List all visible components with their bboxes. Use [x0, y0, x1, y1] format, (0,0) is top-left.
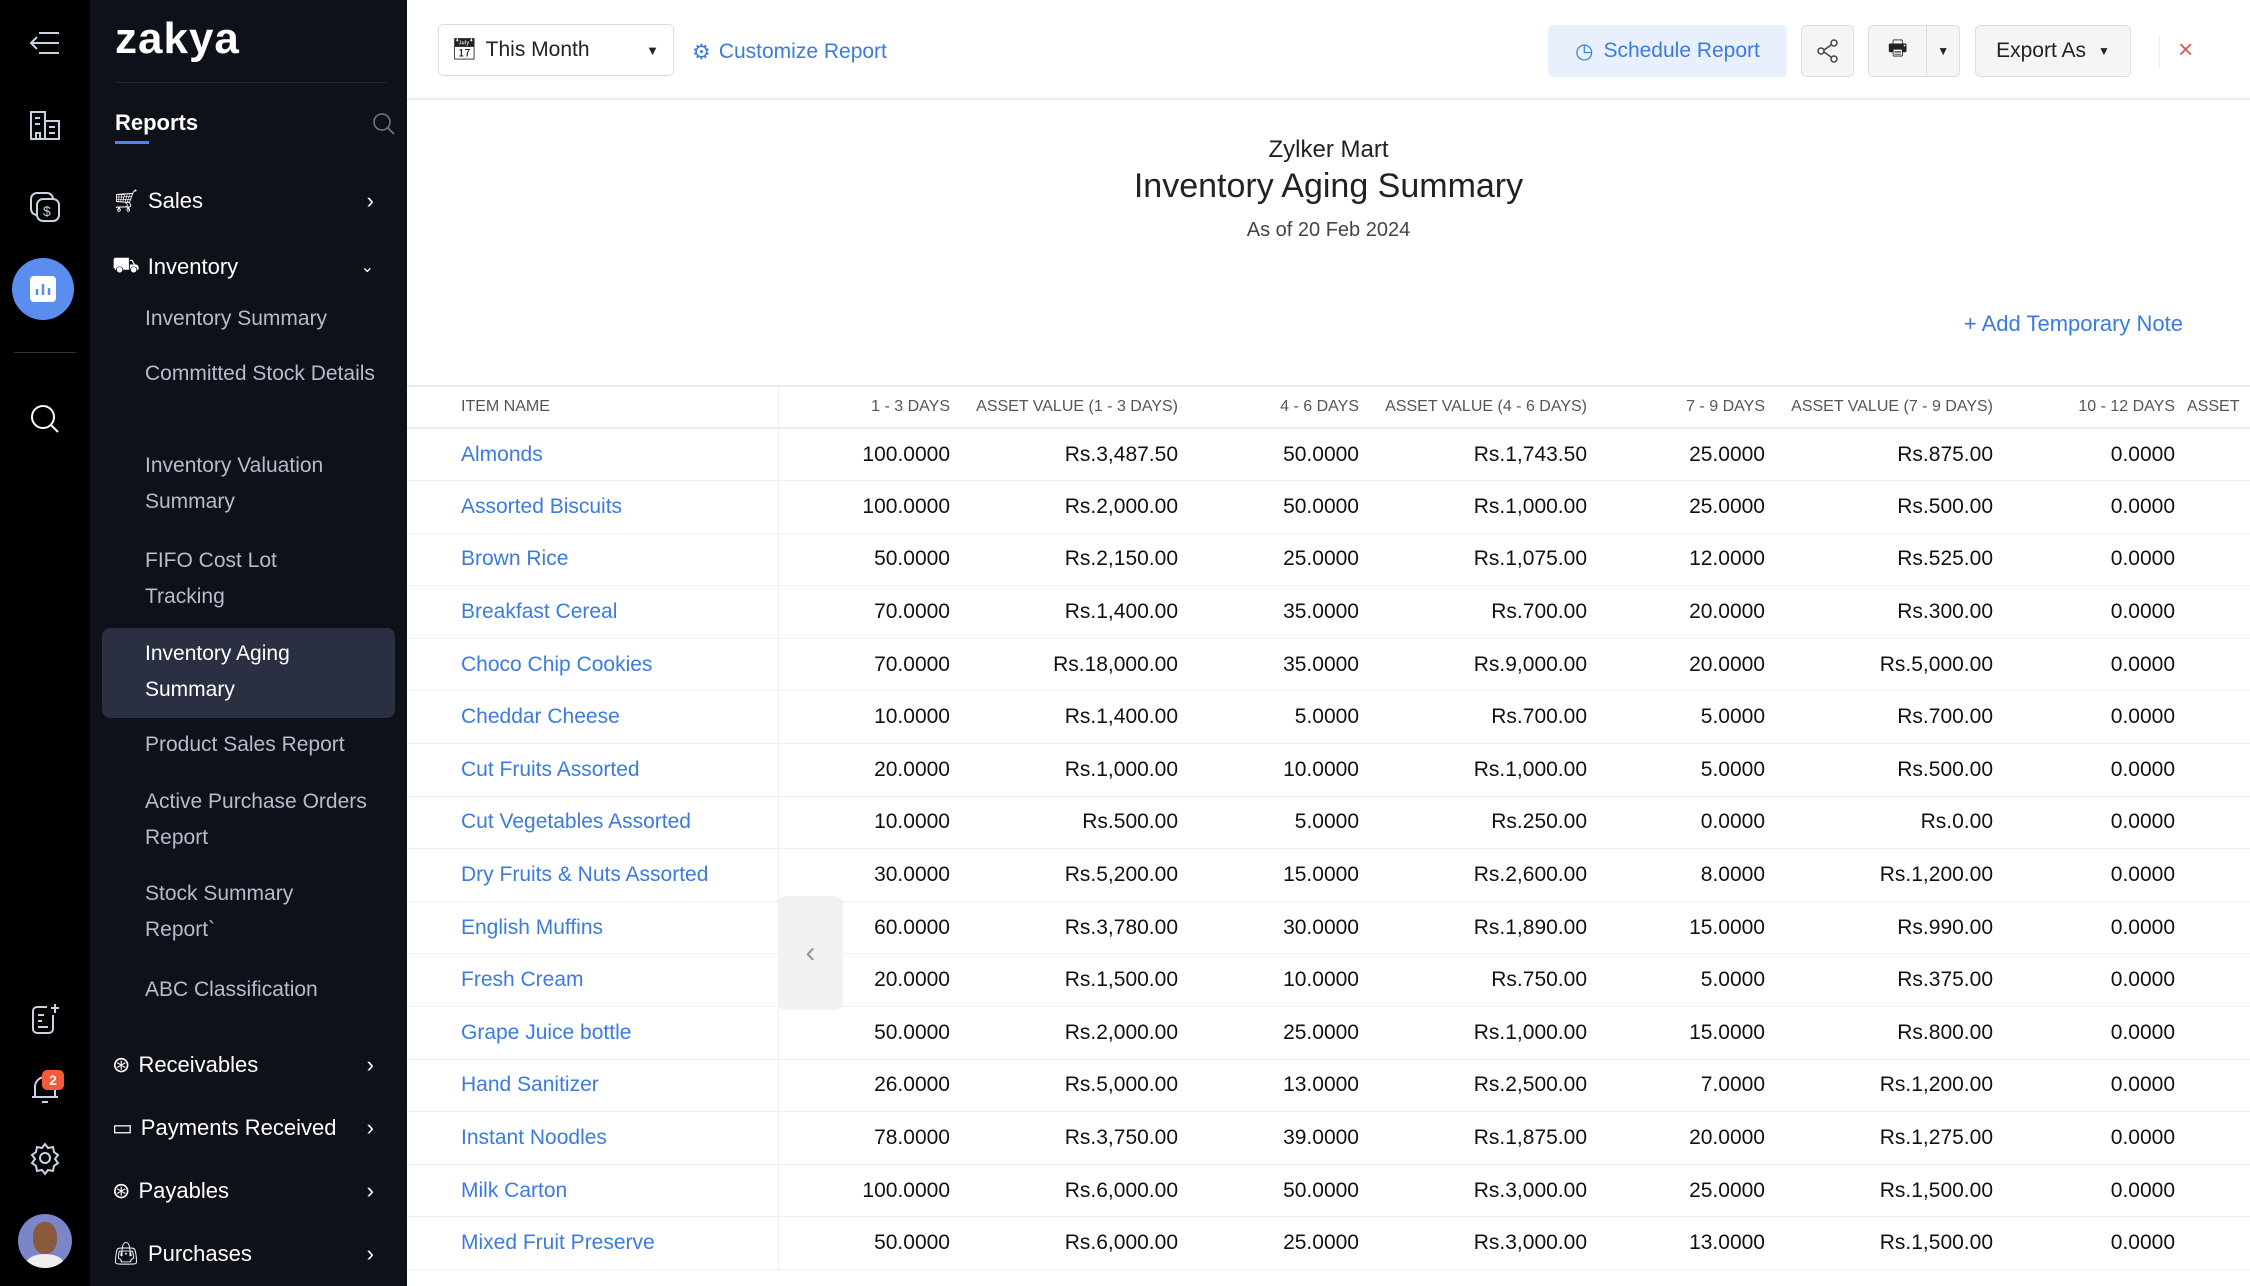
reports-icon[interactable]: [12, 258, 74, 320]
cell: Rs.1,890.00: [1359, 901, 1587, 954]
cell: [2175, 1164, 2250, 1217]
export-as-button[interactable]: [1975, 25, 2131, 77]
caret-down-icon: ▼: [2098, 44, 2110, 58]
printer-icon: 🖶: [1887, 36, 1908, 60]
chevron-right-icon: ›: [366, 1241, 374, 1266]
cell: Rs.3,000.00: [1359, 1164, 1587, 1217]
cell: 5.0000: [1587, 691, 1765, 744]
cell: 0.0000: [1993, 901, 2175, 954]
cell: Rs.500.00: [1765, 481, 1993, 534]
cell: 5.0000: [1178, 691, 1359, 744]
cell: Rs.525.00: [1765, 533, 1993, 586]
chevron-down-icon: ⌄: [360, 258, 374, 276]
cell: [2175, 1059, 2250, 1112]
report-date: As of 20 Feb 2024: [1246, 219, 1411, 241]
group-label: Sales: [147, 188, 203, 213]
item-name-link[interactable]: Milk Carton: [407, 1164, 778, 1217]
cell: 50.0000: [778, 1217, 950, 1270]
cell: 0.0000: [1587, 796, 1765, 849]
cell: [2175, 428, 2250, 481]
table-row: [407, 481, 2250, 534]
cell: Rs.700.00: [1359, 691, 1587, 744]
cell: Rs.1,000.00: [950, 744, 1178, 797]
cell: 25.0000: [1178, 1007, 1359, 1060]
cell: 0.0000: [1993, 744, 2175, 797]
cell: Rs.1,000.00: [1359, 481, 1587, 534]
payables-icon: ⊛: [112, 1178, 131, 1203]
item-name-link[interactable]: English Muffins: [407, 901, 778, 954]
gear-icon: ⚙: [692, 41, 711, 64]
cell: Rs.1,400.00: [950, 586, 1178, 639]
cell: Rs.1,875.00: [1359, 1112, 1587, 1165]
sidebar-group-inventory[interactable]: [112, 252, 402, 281]
cell: 20.0000: [778, 954, 950, 1007]
cell: 78.0000: [778, 1112, 950, 1165]
svg-text:$: $: [43, 203, 51, 219]
cell: [2175, 744, 2250, 797]
cell: [2175, 1112, 2250, 1165]
cell: 0.0000: [1993, 586, 2175, 639]
cell: 30.0000: [1178, 901, 1359, 954]
column-header: ASSET VALUE (4 - 6 DAYS): [1359, 386, 1587, 428]
close-icon[interactable]: ×: [2178, 34, 2194, 64]
cell: Rs.1,400.00: [950, 691, 1178, 744]
table-row: [407, 796, 2250, 849]
cell: 100.0000: [778, 481, 950, 534]
cell: [2175, 849, 2250, 902]
cell: 70.0000: [778, 638, 950, 691]
cell: Rs.875.00: [1765, 428, 1993, 481]
cell: 5.0000: [1587, 954, 1765, 1007]
cell: 20.0000: [1587, 586, 1765, 639]
table-row: [407, 638, 2250, 691]
cell: Rs.0.00: [1765, 796, 1993, 849]
group-label: Receivables: [138, 1052, 259, 1077]
cell: Rs.3,487.50: [950, 428, 1178, 481]
item-name-link[interactable]: Cut Fruits Assorted: [407, 744, 778, 797]
collapse-menu-icon[interactable]: [23, 21, 67, 65]
cell: 10.0000: [778, 691, 950, 744]
cell: 13.0000: [1178, 1059, 1359, 1112]
cell: 60.0000: [778, 901, 950, 954]
cell: Rs.1,500.00: [1765, 1217, 1993, 1270]
cell: 15.0000: [1587, 901, 1765, 954]
date-filter-dropdown[interactable]: [438, 24, 674, 76]
sidebar-item-committed-stock[interactable]: Committed Stock Details: [145, 362, 375, 385]
schedule-report-button[interactable]: [1548, 25, 1787, 77]
cell: Rs.6,000.00: [950, 1217, 1178, 1270]
cell: 70.0000: [778, 586, 950, 639]
report-toolbar: [407, 0, 2250, 100]
sidebar-item-inventory-aging[interactable]: Inventory Aging Summary: [145, 642, 290, 701]
cell: 50.0000: [778, 533, 950, 586]
cell: 5.0000: [1587, 744, 1765, 797]
cell: 13.0000: [1587, 1217, 1765, 1270]
cell: Rs.5,000.00: [1765, 638, 1993, 691]
cell: 0.0000: [1993, 691, 2175, 744]
cell: Rs.5,000.00: [950, 1059, 1178, 1112]
column-header: ASSET: [2175, 386, 2250, 428]
icon-rail: [0, 0, 90, 1286]
cell: 0.0000: [1993, 428, 2175, 481]
column-header: ITEM NAME: [407, 386, 778, 428]
cell: Rs.3,750.00: [950, 1112, 1178, 1165]
table-row: [407, 1112, 2250, 1165]
cell: Rs.700.00: [1765, 691, 1993, 744]
cell: Rs.375.00: [1765, 954, 1993, 1007]
cell: 10.0000: [778, 796, 950, 849]
item-name-link[interactable]: Mixed Fruit Preserve: [407, 1217, 778, 1270]
cell: Rs.750.00: [1359, 954, 1587, 1007]
cell: [2175, 481, 2250, 534]
share-icon: [1815, 38, 1841, 64]
table-row: [407, 849, 2250, 902]
print-button[interactable]: [1868, 25, 1960, 77]
chevron-right-icon: ›: [366, 188, 374, 213]
date-filter-value: This Month: [485, 38, 590, 61]
item-name-link[interactable]: Brown Rice: [407, 533, 778, 586]
add-note-icon[interactable]: [23, 997, 67, 1041]
cell: Rs.300.00: [1765, 586, 1993, 639]
cell: 50.0000: [1178, 428, 1359, 481]
cell: 30.0000: [778, 849, 950, 902]
cell: 25.0000: [1587, 481, 1765, 534]
cell: Rs.2,000.00: [950, 1007, 1178, 1060]
report-main: [407, 0, 2250, 1286]
cell: 100.0000: [778, 428, 950, 481]
table-row: [407, 586, 2250, 639]
cell: Rs.6,000.00: [950, 1164, 1178, 1217]
sidebar-item-active-po[interactable]: Active Purchase Orders Report: [145, 790, 367, 849]
cell: Rs.2,600.00: [1359, 849, 1587, 902]
cell: 0.0000: [1993, 1112, 2175, 1165]
cell: Rs.5,200.00: [950, 849, 1178, 902]
sidebar-item-product-sales[interactable]: Product Sales Report: [145, 733, 345, 756]
cell: 100.0000: [778, 1164, 950, 1217]
item-name-link[interactable]: Cheddar Cheese: [407, 691, 778, 744]
cell: Rs.9,000.00: [1359, 638, 1587, 691]
cell: 39.0000: [1178, 1112, 1359, 1165]
cell: Rs.1,200.00: [1765, 849, 1993, 902]
divider: [115, 82, 387, 83]
cell: 10.0000: [1178, 744, 1359, 797]
sidebar-item-inventory-summary[interactable]: Inventory Summary: [145, 307, 328, 330]
group-label: Purchases: [147, 1241, 252, 1266]
cell: 0.0000: [1993, 1164, 2175, 1217]
customize-label: Customize Report: [718, 40, 887, 63]
cell: 0.0000: [1993, 1007, 2175, 1060]
cell: 25.0000: [1587, 1164, 1765, 1217]
cell: Rs.1,000.00: [1359, 1007, 1587, 1060]
cell: Rs.700.00: [1359, 586, 1587, 639]
cell: [2175, 1217, 2250, 1270]
receivables-icon: ⊛: [112, 1052, 131, 1077]
cell: Rs.250.00: [1359, 796, 1587, 849]
calendar-icon: 📅︎: [451, 38, 478, 61]
sidebar-item-fifo[interactable]: FIFO Cost Lot Tracking: [145, 549, 277, 608]
cell: 5.0000: [1178, 796, 1359, 849]
inventory-cart-icon: ⛟: [112, 252, 140, 277]
active-tab-indicator: [115, 141, 149, 144]
cell: [2175, 1007, 2250, 1060]
cell: 15.0000: [1587, 1007, 1765, 1060]
cell: [2175, 901, 2250, 954]
caret-down-icon: ▼: [646, 42, 659, 58]
cell: 12.0000: [1587, 533, 1765, 586]
cell: Rs.18,000.00: [950, 638, 1178, 691]
cell: Rs.2,000.00: [950, 481, 1178, 534]
item-name-link[interactable]: Hand Sanitizer: [407, 1059, 778, 1112]
table-row: [407, 1164, 2250, 1217]
cell: 20.0000: [1587, 1112, 1765, 1165]
cell: [2175, 691, 2250, 744]
cell: 0.0000: [1993, 796, 2175, 849]
sidebar-group-payables[interactable]: [112, 1178, 402, 1204]
cell: Rs.500.00: [1765, 744, 1993, 797]
cell: Rs.2,150.00: [950, 533, 1178, 586]
sidebar-group-sales[interactable]: [112, 188, 402, 214]
cart-icon: 🛒︎: [112, 188, 140, 213]
table-row: [407, 1007, 2250, 1060]
cell: 25.0000: [1178, 533, 1359, 586]
item-name-link[interactable]: Cut Vegetables Assorted: [407, 796, 778, 849]
item-name-link[interactable]: Fresh Cream: [407, 954, 778, 1007]
table-row: [407, 691, 2250, 744]
cell: [2175, 586, 2250, 639]
cell: 25.0000: [1178, 1217, 1359, 1270]
item-name-link[interactable]: Almonds: [407, 428, 778, 481]
table-row: [407, 428, 2250, 481]
collapse-column-button[interactable]: [778, 896, 843, 1010]
column-header: 1 - 3 DAYS: [778, 386, 950, 428]
cell: 0.0000: [1993, 1059, 2175, 1112]
sidebar-item-stock-summary[interactable]: Stock Summary Report`: [145, 882, 294, 941]
export-label: Export As: [1996, 39, 2086, 62]
money-icon[interactable]: [23, 185, 67, 229]
item-name-link[interactable]: Choco Chip Cookies: [407, 638, 778, 691]
cell: 0.0000: [1993, 954, 2175, 1007]
cell: Rs.3,000.00: [1359, 1217, 1587, 1270]
cell: 0.0000: [1993, 849, 2175, 902]
cell: [2175, 533, 2250, 586]
chevron-right-icon: ›: [366, 1178, 374, 1203]
card-icon: ▭: [112, 1115, 133, 1140]
sidebar-group-receivables[interactable]: [112, 1052, 402, 1078]
cell: 0.0000: [1993, 533, 2175, 586]
table-row: [407, 1217, 2250, 1270]
cell: Rs.1,743.50: [1359, 428, 1587, 481]
sidebar-group-purchases[interactable]: [112, 1241, 402, 1267]
column-header: 7 - 9 DAYS: [1587, 386, 1765, 428]
zakya-logo: zakya: [115, 14, 240, 63]
cell: Rs.1,075.00: [1359, 533, 1587, 586]
notification-badge: 2: [42, 1070, 64, 1090]
cell: 10.0000: [1178, 954, 1359, 1007]
cell: 50.0000: [1178, 481, 1359, 534]
aging-table: [407, 385, 2250, 1270]
report-title: Inventory Aging Summary: [1133, 167, 1524, 205]
divider: [2159, 36, 2160, 68]
rail-divider: [14, 352, 76, 353]
chevron-right-icon: ›: [366, 1052, 374, 1077]
item-name-link[interactable]: Assorted Biscuits: [407, 481, 778, 534]
add-temporary-note-link[interactable]: + Add Temporary Note: [1963, 311, 2183, 336]
sidebar-item-inventory-valuation[interactable]: Inventory Valuation Summary: [145, 454, 324, 513]
cell: [2175, 796, 2250, 849]
print-caret-icon[interactable]: ▼: [1926, 26, 1959, 76]
search-icon[interactable]: [23, 397, 67, 441]
cell: 7.0000: [1587, 1059, 1765, 1112]
chevron-right-icon: ›: [366, 1115, 374, 1140]
cell: 50.0000: [1178, 1164, 1359, 1217]
share-button[interactable]: [1801, 25, 1854, 77]
cell: Rs.1,275.00: [1765, 1112, 1993, 1165]
column-header: 10 - 12 DAYS: [1993, 386, 2175, 428]
cell: 50.0000: [778, 1007, 950, 1060]
cell: Rs.3,780.00: [950, 901, 1178, 954]
group-label: Payables: [138, 1178, 229, 1203]
cell: 0.0000: [1993, 1217, 2175, 1270]
avatar[interactable]: [18, 1214, 72, 1268]
company-name: Zylker Mart: [1268, 136, 1389, 163]
cell: 15.0000: [1178, 849, 1359, 902]
customize-report-link[interactable]: [692, 40, 887, 65]
item-name-link[interactable]: Dry Fruits & Nuts Assorted: [407, 849, 778, 902]
cell: 0.0000: [1993, 481, 2175, 534]
cell: 0.0000: [1993, 638, 2175, 691]
cell: Rs.1,500.00: [950, 954, 1178, 1007]
cell: 35.0000: [1178, 586, 1359, 639]
column-header: ASSET VALUE (7 - 9 DAYS): [1765, 386, 1993, 428]
cell: 20.0000: [778, 744, 950, 797]
reports-sidebar: [90, 0, 407, 1286]
clock-icon: ◷: [1575, 39, 1594, 63]
cell: 20.0000: [1587, 638, 1765, 691]
cell: Rs.500.00: [950, 796, 1178, 849]
cell: Rs.800.00: [1765, 1007, 1993, 1060]
cell: [2175, 638, 2250, 691]
cell: Rs.2,500.00: [1359, 1059, 1587, 1112]
table-row: [407, 1059, 2250, 1112]
cell: Rs.1,500.00: [1765, 1164, 1993, 1217]
group-label: Payments Received: [140, 1115, 337, 1140]
item-name-link[interactable]: Grape Juice bottle: [407, 1007, 778, 1060]
cell: Rs.990.00: [1765, 901, 1993, 954]
item-name-link[interactable]: Instant Noodles: [407, 1112, 778, 1165]
sidebar-group-payments-received[interactable]: [112, 1115, 402, 1141]
table-row: [407, 954, 2250, 1007]
table-row: [407, 901, 2250, 954]
chevron-left-icon: ‹: [805, 936, 816, 969]
gear-icon[interactable]: [23, 1136, 67, 1180]
sidebar-title[interactable]: Reports: [115, 110, 199, 135]
bag-icon: 👜︎: [112, 1241, 140, 1266]
sidebar-search-icon[interactable]: [372, 112, 396, 141]
cell: [2175, 954, 2250, 1007]
table-row: [407, 533, 2250, 586]
cell: 25.0000: [1587, 428, 1765, 481]
table-row: [407, 744, 2250, 797]
cell: 8.0000: [1587, 849, 1765, 902]
item-name-link[interactable]: Breakfast Cereal: [407, 586, 778, 639]
column-header: ASSET VALUE (1 - 3 DAYS): [950, 386, 1178, 428]
cell: Rs.1,200.00: [1765, 1059, 1993, 1112]
schedule-label: Schedule Report: [1603, 39, 1760, 62]
cell: Rs.1,000.00: [1359, 744, 1587, 797]
group-label: Inventory: [147, 253, 239, 279]
cell: 35.0000: [1178, 638, 1359, 691]
sidebar-item-abc[interactable]: ABC Classification: [145, 978, 318, 1001]
organization-icon[interactable]: [23, 103, 67, 147]
cell: 26.0000: [778, 1059, 950, 1112]
column-header: 4 - 6 DAYS: [1178, 386, 1359, 428]
